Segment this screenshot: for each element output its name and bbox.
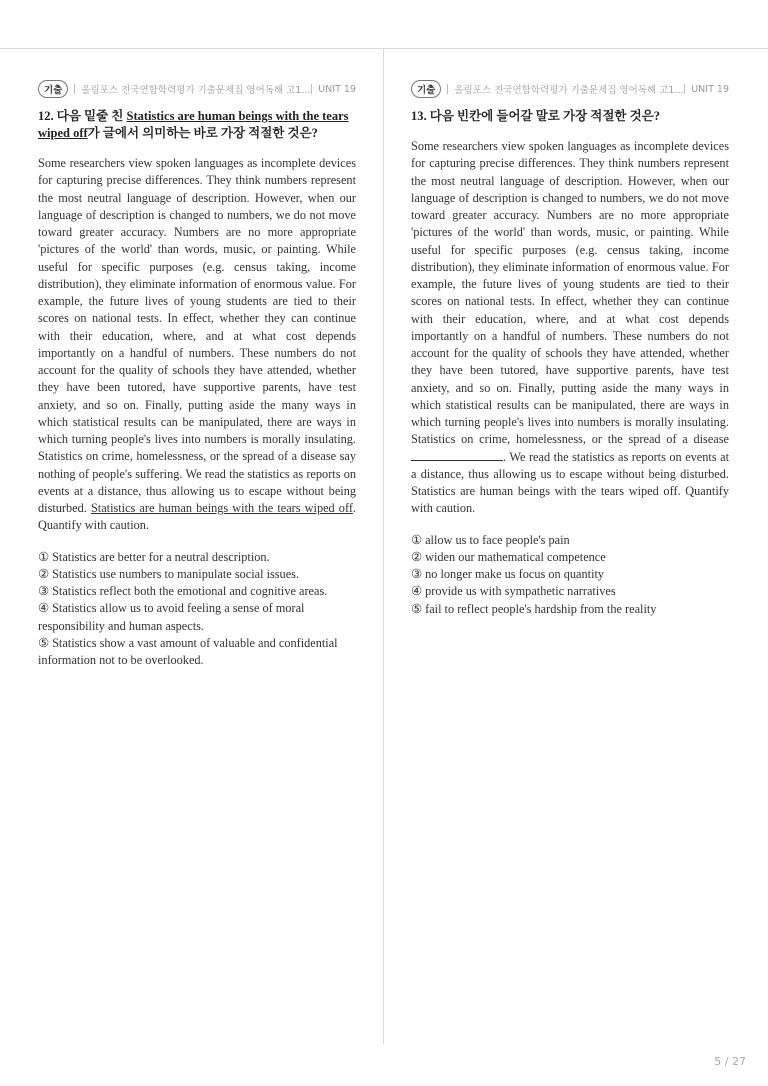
source-title: 올림포스 전국연합학력평가 기출문제집 영어독해 고1... <box>81 85 311 96</box>
question-12-column <box>38 80 356 669</box>
page-number: 5 / 27 <box>714 1055 746 1068</box>
choice-5[interactable]: ⑤ fail to reflect people's hardship from the reality <box>411 601 657 616</box>
unit-label: UNIT 19 <box>691 83 729 95</box>
question-13-passage <box>411 138 729 518</box>
passage-end: . Quantify with caution. <box>38 501 356 533</box>
unit-label: UNIT 19 <box>318 83 356 95</box>
passage-underlined-sentence: Statistics are human beings with the tears wiped off <box>90 501 353 515</box>
question-12-title <box>38 108 356 142</box>
choice-3[interactable]: ③ no longer make us focus on quantity <box>411 567 605 581</box>
choice-4[interactable]: ④ provide us with sympathetic narratives <box>411 584 616 599</box>
title-prefix: 12. 다음 밑줄 친 <box>38 109 127 123</box>
choice-5[interactable]: ⑤ Statistics show a vast amount of valuable and confidential information not to be overlooked. <box>38 635 338 667</box>
unit-label-wrap <box>311 84 356 95</box>
source-title: 올림포스 전국연합학력평가 기출문제집 영어독해 고1... <box>454 85 684 96</box>
choice-1[interactable]: ① allow us to face people's pain <box>411 532 570 547</box>
question-13-column <box>411 80 729 618</box>
question-12-choices <box>38 549 356 670</box>
answer-blank <box>411 449 503 461</box>
title-suffix: 가 글에서 의미하는 바로 가장 적절한 것은? <box>87 126 318 140</box>
question-13-title: 13. 다음 빈칸에 들어갈 말로 가장 적절한 것은? <box>411 109 661 123</box>
choice-1[interactable]: ① Statistics are better for a neutral description. <box>38 549 270 564</box>
question-13-choices <box>411 532 729 618</box>
passage-after-blank: . We read the statistics as reports on events at a distance, thus allowing us to escape without being disturbed. Statistics are human beings with the tears wiped off. Quantify with caution. <box>411 449 729 516</box>
question-header <box>38 80 356 98</box>
header-separator <box>447 84 448 94</box>
header-separator <box>311 84 312 94</box>
header-separator <box>74 84 75 94</box>
header-rule <box>0 48 768 49</box>
choice-2[interactable]: ② widen our mathematical competence <box>411 549 606 564</box>
passage-before-blank: Some researchers view spoken languages as incomplete devices for capturing precise differences. They think numbers represent the most neutral language of description. However, when our language of description is changed to numbers, we do not move toward greater accuracy. Numbers are no more appropriate 'pictures of the world' than words, music, or painting. While useful for specific purposes (e.g. census taking, income distribution), they eliminate information of enormous value. For example, the future lives of young students are tied to their scores on national tests. In effect, whether they can continue with their education, where, and at what cost depends importantly on a handful of numbers. These numbers do not account for the quality of schools they have attended, whether they have been tutored, have supportive parents, have test anxiety, and so on. Finally, putting aside the many ways in which statistical results can be manipulated, there are ways in which turning people's lives into numbers is morally insulating. Statistics on crime, homelessness, or the spread of a disease <box>411 139 729 447</box>
passage-main: Some researchers view spoken languages as incomplete devices for capturing precise differences. They think numbers represent the most neutral language of description. However, when our language of description is changed to numbers, we do not move toward greater accuracy. Numbers are no more appropriate 'pictures of the world' than words, music, or painting. While useful for specific purposes (e.g. census taking, income distribution), they eliminate information of enormous value. For example, the future lives of young students are tied to their scores on national tests. In effect, whether they can continue with their education, where, and at what cost depends importantly on a handful of numbers. These numbers do not account for the quality of schools they have attended, whether they have been tutored, have supportive parents, have test anxiety, and so on. Finally, putting aside the many ways in which statistical results can be manipulated, there are ways in which turning people's lives into numbers is morally insulating. Statistics on crime, homelessness, or the spread of a disease say nothing of people's suffering. We read the statistics as reports on events at a distance, thus allowing us to escape without being disturbed. <box>38 156 356 515</box>
past-exam-badge: 기출 <box>38 80 68 98</box>
choice-4[interactable]: ④ Statistics allow us to avoid feeling a sense of moral responsibility and human aspects. <box>38 601 305 633</box>
title-underlined-phrase: Statistics are human beings with the tears wiped off <box>38 109 349 140</box>
header-separator <box>684 84 685 94</box>
choice-3[interactable]: ③ Statistics reflect both the emotional and cognitive areas. <box>38 584 328 598</box>
unit-label-wrap <box>684 84 729 95</box>
past-exam-badge: 기출 <box>411 80 441 98</box>
question-header <box>411 80 729 98</box>
question-12-passage <box>38 155 356 535</box>
choice-2[interactable]: ② Statistics use numbers to manipulate social issues. <box>38 566 300 581</box>
column-divider <box>383 48 384 1044</box>
